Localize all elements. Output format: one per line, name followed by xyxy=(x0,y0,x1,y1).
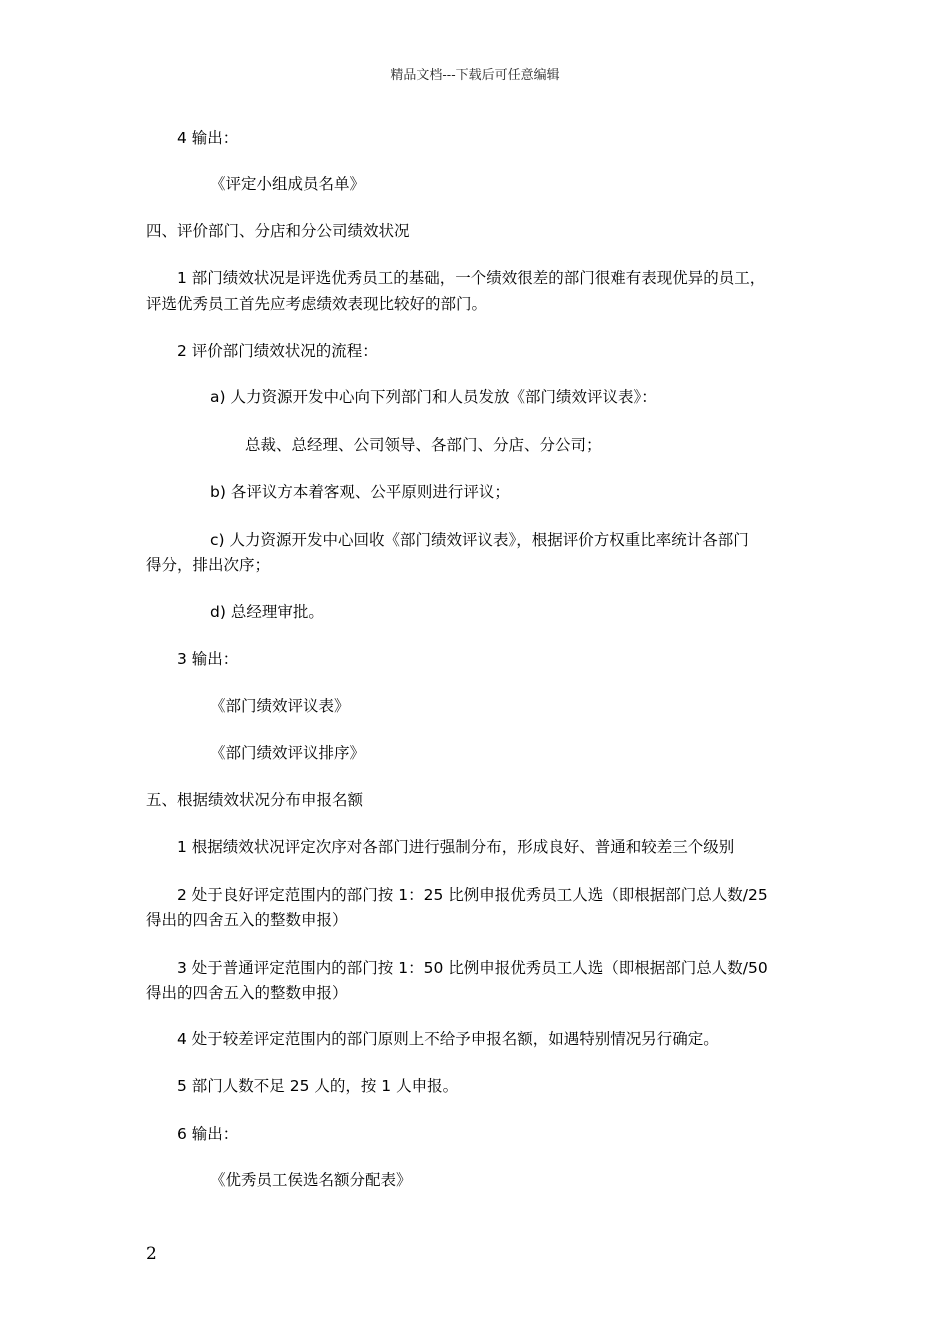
paragraph-line: 4 处于较差评定范围内的部门原则上不给予申报名额，如遇特别情况另行确定。 xyxy=(177,1030,719,1048)
paragraph-line: 得出的四舍五入的整数申报） xyxy=(146,911,348,929)
paragraph-line: 2 处于良好评定范围内的部门按 1：25 比例申报优秀员工人选（即根据部门总人数/25 xyxy=(177,886,768,904)
section-heading-4: 四、评价部门、分店和分公司绩效状况 xyxy=(146,222,410,240)
paragraph-line: 5 部门人数不足 25 人的，按 1 人申报。 xyxy=(177,1077,459,1095)
section4-output-label: 4 输出： xyxy=(177,129,239,147)
output-item: 《优秀员工侯选名额分配表》 xyxy=(210,1171,412,1189)
paragraph-line: 评选优秀员工首先应考虑绩效表现比较好的部门。 xyxy=(146,295,488,313)
list-item-d: d) 总经理审批。 xyxy=(210,603,324,621)
list-item-c: c) 人力资源开发中心回收《部门绩效评议表》，根据评价方权重比率统计各部门 xyxy=(210,531,749,549)
page-number: 2 xyxy=(146,1244,157,1264)
paragraph-line: 1 根据绩效状况评定次序对各部门进行强制分布，形成良好、普通和较差三个级别 xyxy=(177,838,735,856)
paragraph-line: 得出的四舍五入的整数申报） xyxy=(146,984,348,1002)
list-item-b: b) 各评议方本着客观、公平原则进行评议； xyxy=(210,483,510,501)
list-item-a: a) 人力资源开发中心向下列部门和人员发放《部门绩效评议表》： xyxy=(210,388,657,406)
paragraph-line: 1 部门绩效状况是评选优秀员工的基础，一个绩效很差的部门很难有表现优异的员工， xyxy=(177,269,766,287)
list-item-c-cont: 得分，排出次序； xyxy=(146,556,271,574)
output-item: 《部门绩效评议排序》 xyxy=(210,744,366,762)
paragraph-line: 3 处于普通评定范围内的部门按 1：50 比例申报优秀员工人选（即根据部门总人数/50 xyxy=(177,959,768,977)
page-header: 精品文档---下载后可任意编辑 xyxy=(390,68,560,83)
section-heading-5: 五、根据绩效状况分布申报名额 xyxy=(146,791,364,809)
section5-output-label: 6 输出： xyxy=(177,1125,239,1143)
paragraph-line: 2 评价部门绩效状况的流程： xyxy=(177,342,378,360)
output-item: 《评定小组成员名单》 xyxy=(210,175,366,193)
output-item: 《部门绩效评议表》 xyxy=(210,697,350,715)
section4-output-label-2: 3 输出： xyxy=(177,650,239,668)
list-subitem: 总裁、总经理、公司领导、各部门、分店、分公司； xyxy=(245,436,602,454)
